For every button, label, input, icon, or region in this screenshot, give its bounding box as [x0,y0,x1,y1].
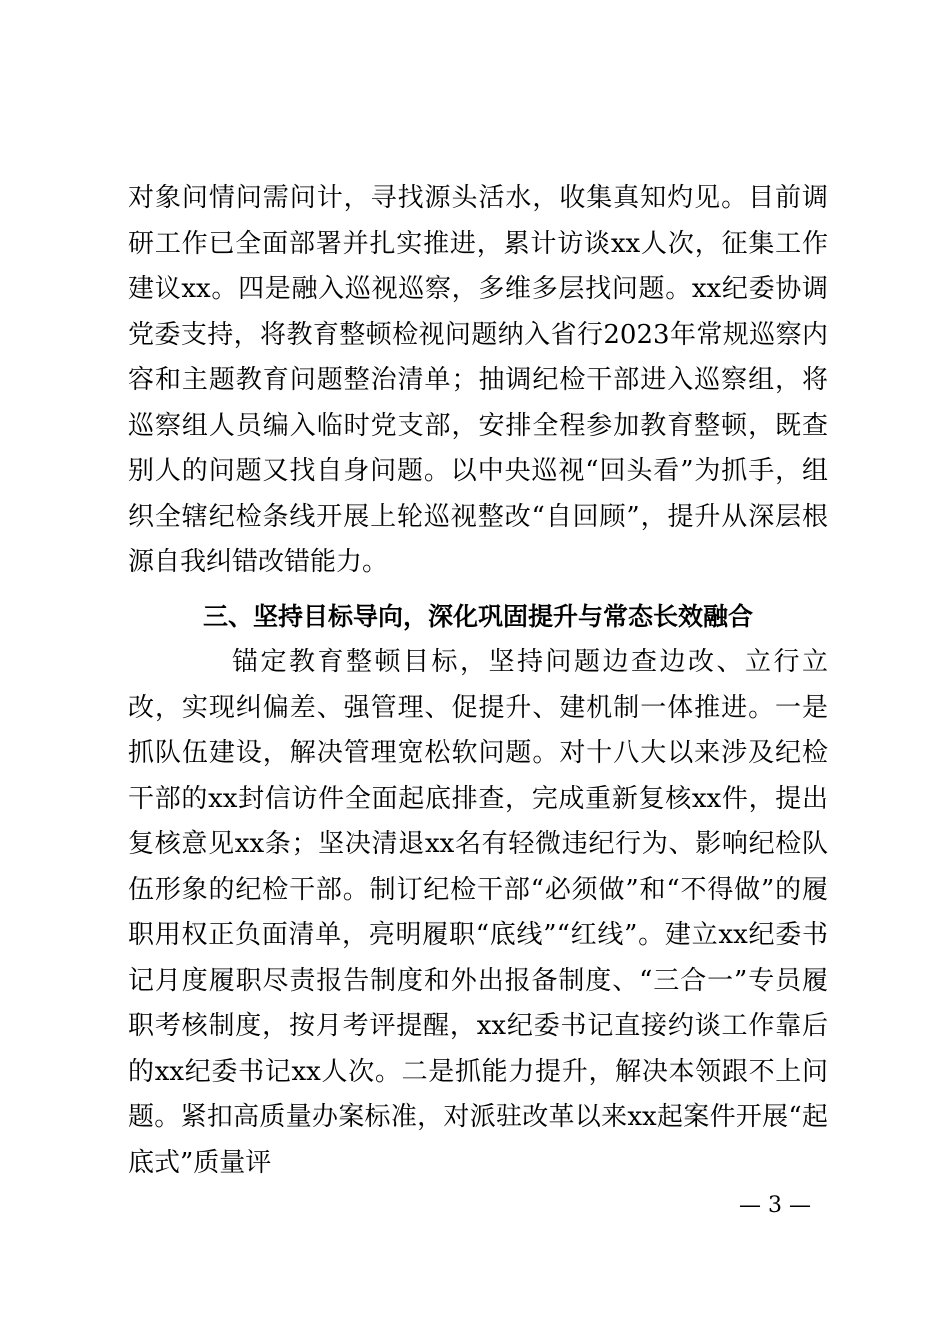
page-number: — 3 — [739,1193,811,1218]
section-heading: 三、坚持目标导向，深化巩固提升与常态长效融合 [202,602,753,631]
body-paragraph: 锚定教育整顿目标，坚持问题边查边改、立行立改，实现纠偏差、强管理、促提升、建机制一体推进。一是抓队伍建设，解决管理宽松软问题。对十八大以来涉及纪检干部的xx封信访件全面起底排查，完成重新复核xx件，提出复核意见xx条；坚决清退xx名有轻微违纪行为、影响纪检队伍形象的纪检干部。制订纪检干部“必须做”和“不得做”的履职用权正负面清单，亮明履职“底线”“红线”。建立xx纪委书记月度履职尽责报告制度和外出报备制度、“三合一”专员履职考核制度，按月考评提醒，xx纪委书记直接约谈工作靠后的xx纪委书记xx人次。二是抓能力提升，解决本领跟不上问题。紧扣高质量办案标准，对派驻改革以来xx起案件开展“起底式”质量评 [128,647,828,1178]
body-paragraph: 对象问情问需问计，寻找源头活水，收集真知灼见。目前调研工作已全面部署并扎实推进，累计访谈xx人次，征集工作建议xx。四是融入巡视巡察，多维多层找问题。xx纪委协调党委支持，将教育整顿检视问题纳入省行2023年常规巡察内容和主题教育问题整治清单；抽调纪检干部进入巡察组，将巡察组人员编入临时党支部，安排全程参加教育整顿，既查别人的问题又找自身问题。以中央巡视“回头看”为抓手，组织全辖纪检条线开展上轮巡视整改“自回顾”，提升从深层根源自我纠错改错能力。 [128,183,828,577]
